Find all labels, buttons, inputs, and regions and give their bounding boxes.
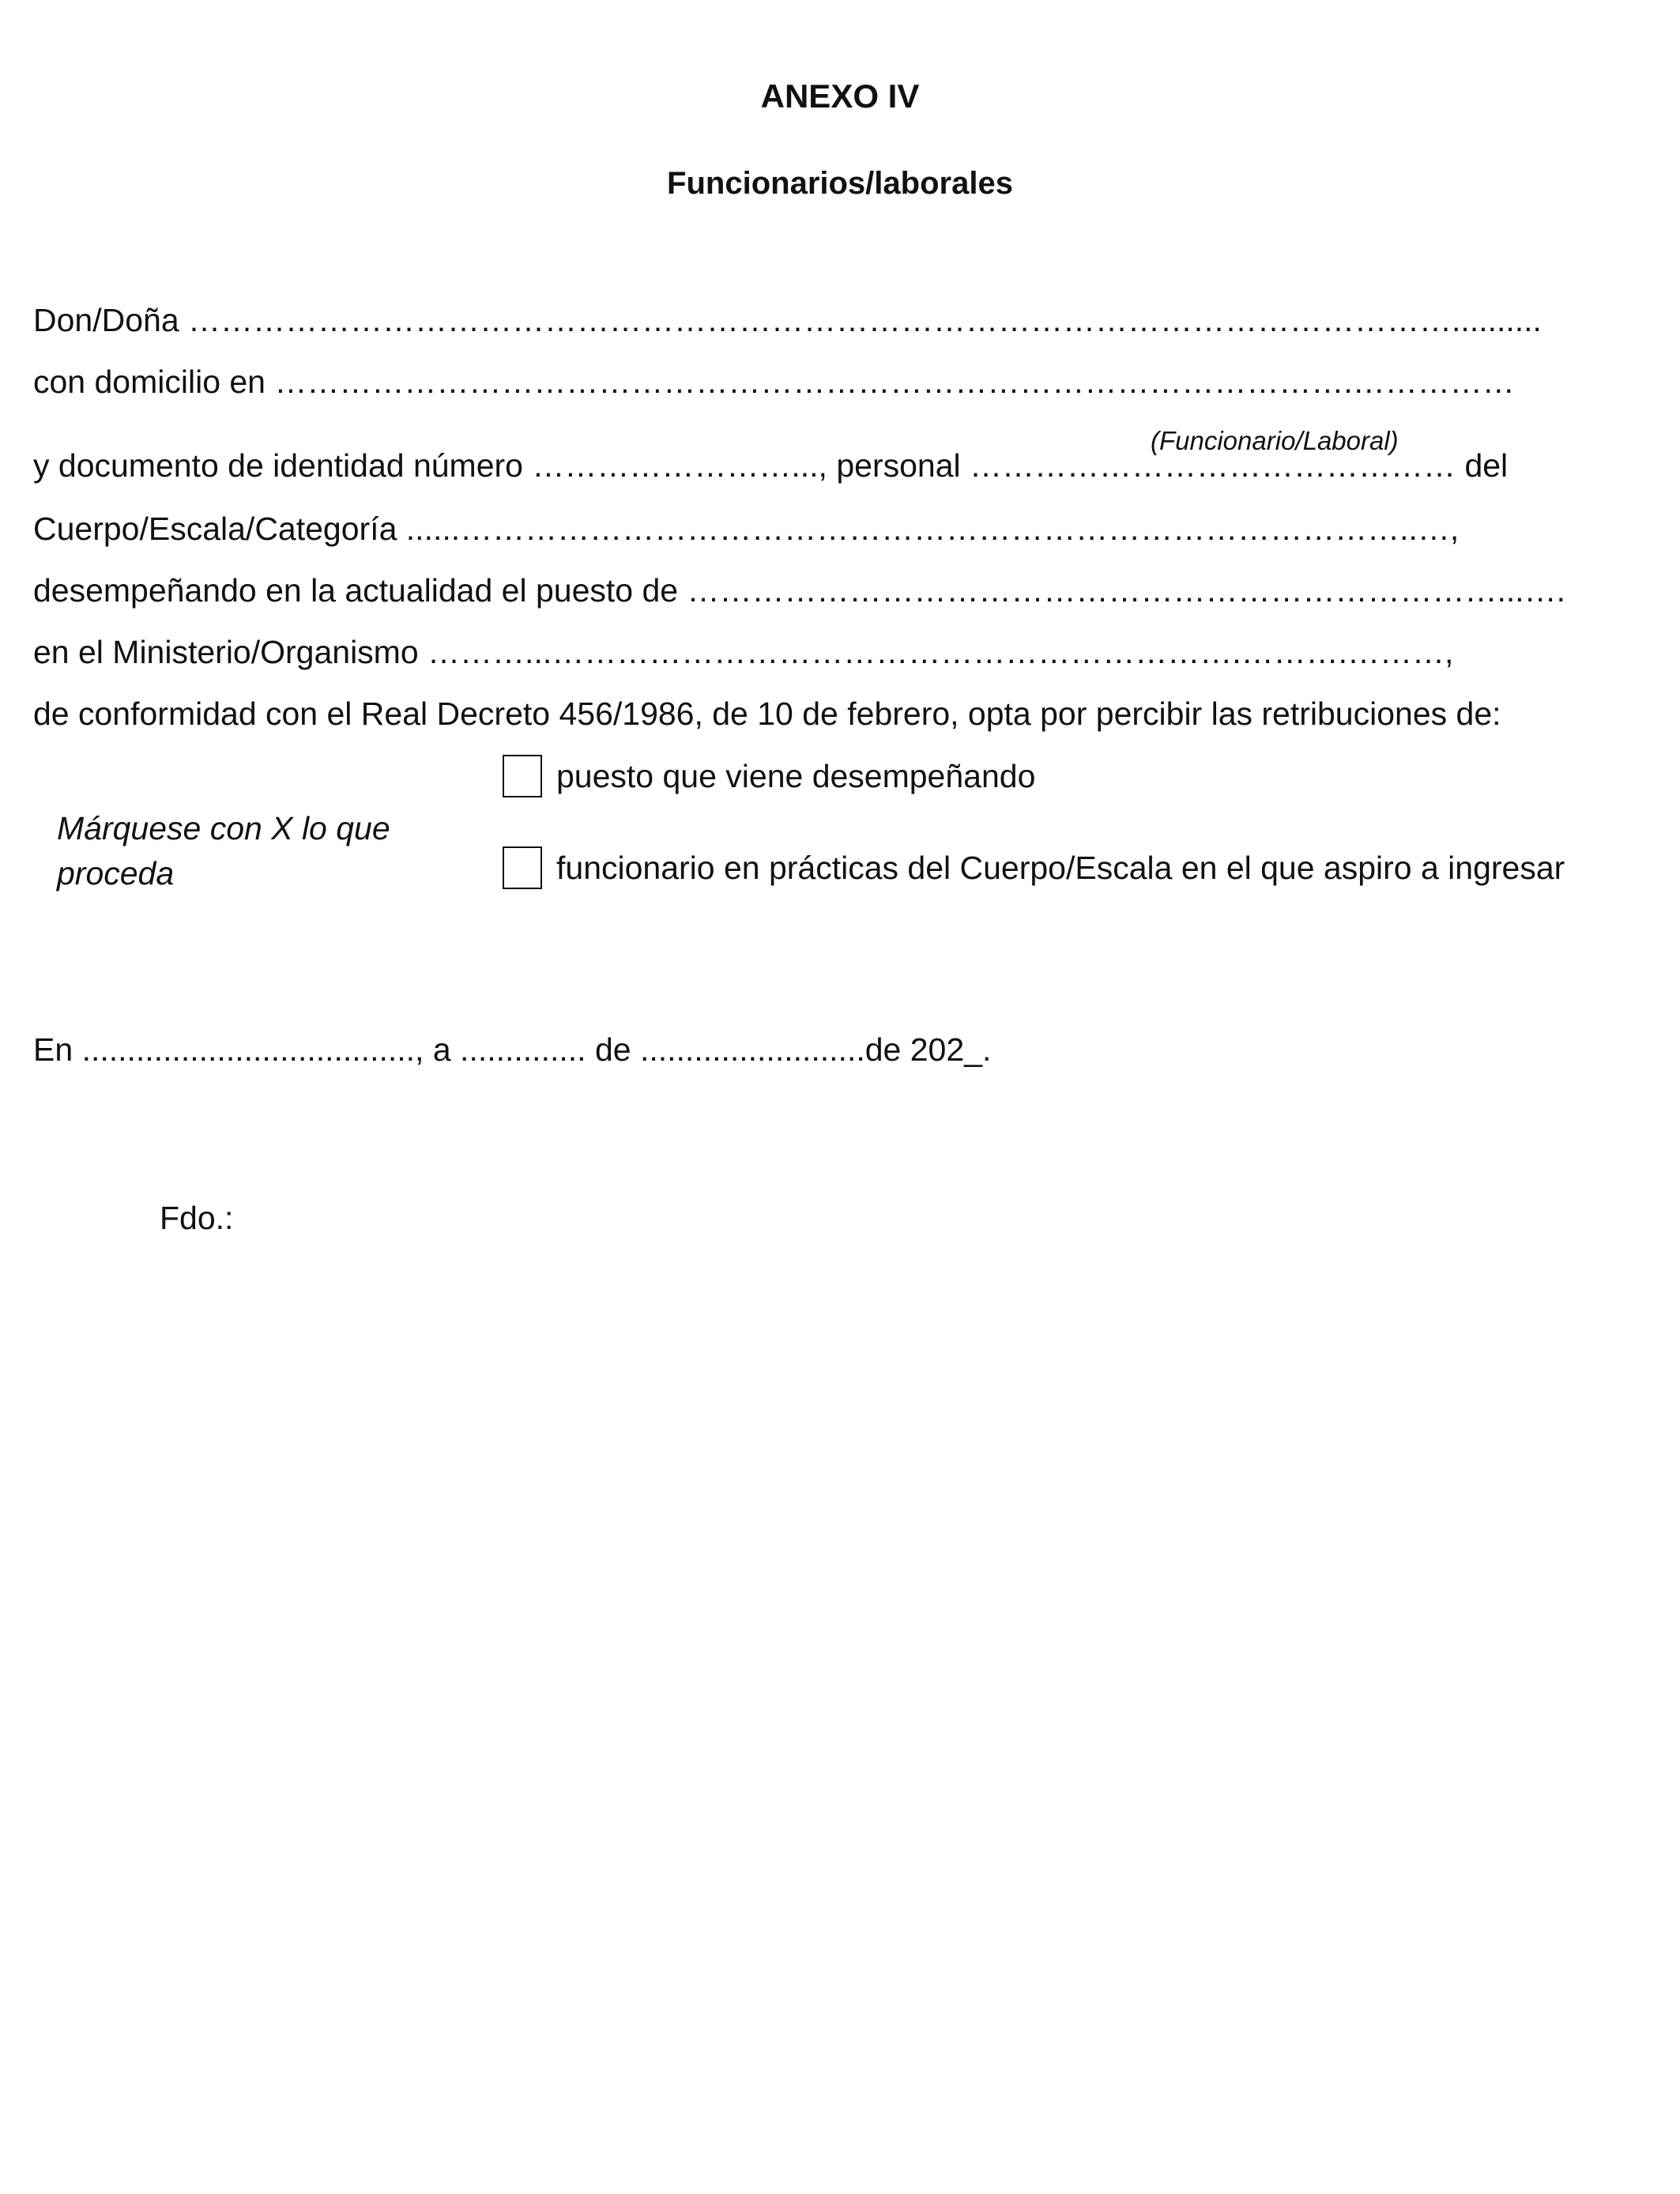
date-line: [33, 1031, 991, 1069]
address-field[interactable]: ……………………………………………………………………………………….……………: [274, 364, 1515, 400]
document-line: [33, 447, 1508, 484]
position-field[interactable]: …………………………………………………………………...….: [687, 572, 1566, 609]
personal-type-field[interactable]: ………………………………………: [970, 447, 1456, 484]
address-label: con domicilio en: [33, 364, 266, 400]
personal-label: personal: [836, 447, 961, 484]
de-label: de: [594, 1031, 631, 1068]
trainee-official-checkbox[interactable]: [503, 846, 542, 889]
day-field[interactable]: ..............: [460, 1031, 586, 1068]
document-subtitle: Funcionarios/laborales: [667, 166, 1013, 201]
current-position-checkbox[interactable]: [503, 755, 542, 797]
document-label: y documento de identidad número: [33, 447, 523, 484]
ministry-label: en el Ministerio/Organismo: [33, 634, 419, 670]
place-field[interactable]: .....................................: [81, 1031, 416, 1068]
date-prefix: En: [33, 1031, 73, 1068]
option-current-position[interactable]: [503, 752, 1035, 800]
selection-instruction: Márquese con X lo que proceda: [57, 810, 390, 892]
trainee-official-label: funcionario en prácticas del Cuerpo/Escala en el que aspiro a ingresar: [556, 849, 1565, 886]
ministry-field[interactable]: ………...……………………………………………………….……….………,: [428, 634, 1454, 670]
corps-line: [33, 511, 1459, 548]
position-line: [33, 572, 1565, 609]
name-field[interactable]: ………………………………………………………………………………………………………..........: [188, 302, 1542, 338]
name-line: [33, 302, 1542, 339]
corps-field[interactable]: ......……………………………………………………………………………..…,: [405, 511, 1460, 547]
signature-label: Fdo.:: [160, 1200, 234, 1236]
name-label: Don/Doña: [33, 302, 179, 338]
option-trainee-official[interactable]: [503, 844, 1565, 892]
position-label: desempeñando en la actualidad el puesto de: [33, 572, 679, 609]
document-number-field[interactable]: ……………………...,: [532, 447, 827, 484]
address-line: [33, 364, 1515, 401]
document-title: ANEXO IV: [760, 77, 920, 115]
current-position-label: puesto que viene desempeñando: [556, 757, 1036, 794]
year-label: de 202_.: [864, 1031, 992, 1068]
corps-label: Cuerpo/Escala/Categoría: [33, 511, 397, 547]
month-field[interactable]: .........................: [639, 1031, 865, 1068]
personal-type-hint: (Funcionario/Laboral): [1151, 426, 1399, 455]
del-label: del: [1464, 447, 1509, 484]
decree-statement: de conformidad con el Real Decreto 456/1986, de 10 de febrero, opta por percibir las retribuciones de:: [33, 696, 1501, 732]
ministry-line: [33, 634, 1453, 671]
a-label: , a: [415, 1031, 451, 1068]
